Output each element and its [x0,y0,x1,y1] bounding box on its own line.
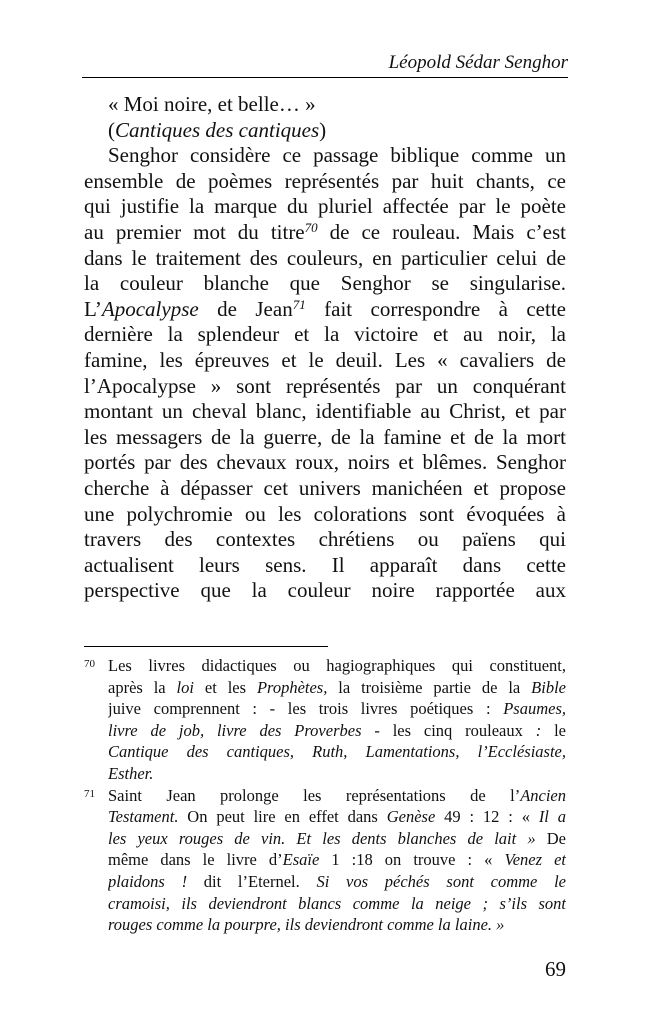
text-line: dans le traitement des couleurs, en particulier celui de [84,245,566,270]
text-line: au premier mot du titre$^{70}$ de ce rouleau. Mais c’est [84,219,566,244]
text-line: dernière la splendeur et la victoire et au noir, la [84,322,566,347]
quote-line: « Moi noire, et belle… » [108,92,316,116]
text-line: l’Apocalypse » sont représentés par un conquérant [84,373,566,398]
text-line: la couleur blanche que Senghor se singularise. [84,271,566,296]
footnote-71 [84,785,566,936]
text-line: Senghor considère ce passage biblique comme un [108,143,566,168]
footnote-70 [84,655,566,785]
header-rule [82,77,568,78]
footnote-line: Les livres didactiques ou hagiographiques qui constituent, [108,656,566,675]
text-line: ensemble de poèmes représentés par huit chants, ce [84,168,566,193]
text-line: cherche à dépasser cet univers manichéen et propose [84,475,566,500]
quote-source: (Cantiques des cantiques) [108,117,327,142]
footnote-rule [84,646,328,647]
footnotes [84,655,566,936]
text-line: actualisent leurs sens. Il apparaît dans cette [84,552,566,577]
page-number: 69 [545,957,566,981]
footnote-line: livre de job, livre des Proverbes - les cinq rouleaux : le [108,720,566,740]
text-line: famine, les épreuves et le deuil. Les « cavaliers de [84,347,566,372]
running-header: Léopold Sédar Senghor [388,52,568,73]
text-line: qui justifie la marque du pluriel affectée par le poète [84,194,566,219]
footnote-line: cramoisi, ils deviendront blancs comme la neige ; s’ils sont [108,893,566,913]
footnote-line: juive comprennent : - les trois livres poétiques : Psaumes, [108,699,566,719]
text-line: travers des contextes chrétiens ou païens qui [84,527,566,552]
footnote-number: 70 [84,658,95,670]
footnote-number: 71 [84,787,95,800]
footnote-line: après la loi et les Prophètes, la troisième partie de la Bible [108,677,566,697]
text-line: une polychromie ou les colorations sont évoquées à [84,501,566,526]
main-text [84,92,566,604]
footnote-line: les yeux rouges de vin. Et les dents blanches de lait » De [108,828,566,848]
text-line: perspective que la couleur noire rapportée aux [84,578,566,603]
footnote-line: Esther. [108,763,154,783]
footnote-line: plaidons ! dit l’Eternel. Si vos péchés sont comme le [108,871,566,891]
text-line: montant un cheval blanc, identifiable au Christ, et par [84,399,566,424]
text-line: les messagers de la guerre, de la famine et de la mort [84,424,566,449]
footnote-line: rouges comme la pourpre, ils deviendront comme la laine. » [108,915,505,935]
text-line: L’Apocalypse de Jean$^{71}$ fait correspondre à cette [84,296,566,321]
footnote-ref: 71 [292,296,306,312]
footnote-line: Saint Jean prolonge les représentations de l’Ancien [108,785,566,805]
text-line: portés par des chevaux roux, noirs et blêmes. Senghor [84,450,566,475]
footnote-line: même dans le livre d’Esaïe 1 :18 on trouve : « Venez et [108,850,566,870]
footnote-ref: 70 [304,219,318,235]
footnote-line: Cantique des cantiques, Ruth, Lamentations, l’Ecclésiaste, [108,742,566,762]
footnote-line: Testament. On peut lire en effet dans Genèse 49 : 12 : « Il a [108,807,566,827]
